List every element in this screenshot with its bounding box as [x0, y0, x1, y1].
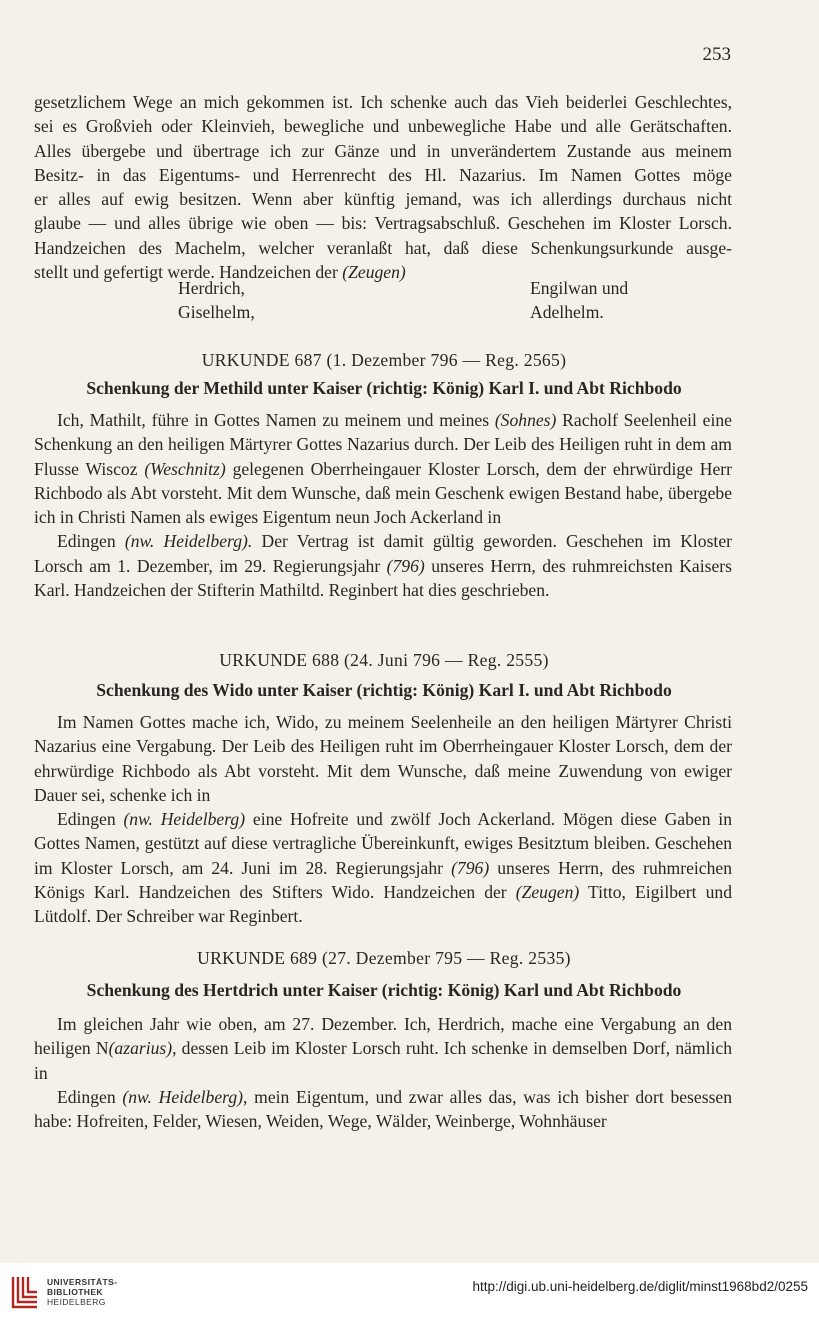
text-run: Racholf Seelenheil eine Schenkung an den heiligen Märtyrer Gottes Nazarius durch. Der Leib des Heiligen ruht in dem am Flusse Wiscoz	[34, 410, 732, 479]
text-run: Der Vertrag ist damit gültig geworden. Geschehen im Kloster Lorsch am 1. Dezember, im 29. Regierungsjahr	[34, 531, 732, 576]
document-body	[34, 408, 732, 602]
italic-run: (Sohnes)	[494, 410, 557, 430]
document-body	[34, 1012, 732, 1133]
permalink-url[interactable]: http://digi.ub.uni-heidelberg.de/diglit/minst1968bd2/0255	[472, 1279, 808, 1294]
body-paragraph	[34, 408, 732, 529]
logo-line: UNIVERSITÄTS-	[47, 1277, 118, 1287]
text-run: unseres Herrn, des ruhmreichen Königs Karl. Handzeichen des Stifters Wido. Handzeichen der	[34, 857, 732, 903]
body-paragraph	[34, 1012, 732, 1085]
italic-run: (nw. Heidelberg)	[122, 1086, 243, 1107]
document-title: Schenkung des Wido unter Kaiser (richtig: König) Karl I. und Abt Richbodo	[96, 680, 672, 700]
text-run: Titto, Eigilbert und Lütdolf. Der Schreiber war Reginbert.	[34, 882, 732, 927]
document-heading: URKUNDE 689 (27. Dezember 795 — Reg. 2535)	[197, 948, 571, 968]
body-paragraph: Im Namen Gottes mache ich, Wido, zu meinem Seelenheile an den heiligen Märtyrer Christi Nazarius eine Vergabung. Der Leib des Heiligen ruht im Oberrheingauer Kloster Lorsch, dem der ehrwürdige Richbodo als Abt vorsteht. Mit dem Wunsche, daß meine Zuwendung von ewiger Dauer sei, schenke ich in	[34, 712, 732, 805]
document-heading: URKUNDE 688 (24. Juni 796 — Reg. 2555)	[219, 650, 549, 670]
library-logo-text	[47, 1277, 117, 1307]
text-run: Edingen	[57, 809, 124, 830]
italic-run: (Weschnitz)	[144, 458, 226, 479]
italic-run: (nw. Heidelberg).	[124, 531, 253, 552]
intro-last-italic: (Zeugen)	[342, 262, 406, 283]
text-run: eine Hofreite und zwölf Joch Ackerland. Mögen diese Gaben in Gottes Namen, gestützt auf diese vertragliche Übereinkunft, ewiges Besitztum bleiben. Geschehen im Kloster Lorsch, am 24. Juni im 28. Regierungsjahr	[34, 809, 732, 878]
witness-name: Herdrich,	[178, 278, 245, 298]
witness-name: Engilwan und	[530, 278, 629, 298]
page-number: 253	[702, 44, 731, 65]
text-run: , dessen Leib im Kloster Lorsch ruht. Ich schenke in demselben Dorf, nämlich in	[34, 1038, 732, 1083]
intro-line: Alles übergebe und übertrage ich zur Gänze und in unverändertem Zustande aus meinem	[34, 140, 732, 161]
document-title: Schenkung der Methild unter Kaiser (richtig: König) Karl I. und Abt Richbodo	[86, 378, 682, 398]
logo-line: HEIDELBERG	[47, 1297, 106, 1307]
witness-name: Adelhelm.	[530, 302, 604, 322]
document-title: Schenkung des Hertdrich unter Kaiser (richtig: König) Karl und Abt Richbodo	[86, 980, 682, 1000]
intro-paragraph	[34, 90, 732, 284]
text-run: Edingen	[57, 1086, 123, 1107]
library-logo-icon	[9, 1273, 41, 1311]
italic-run: (Zeugen)	[515, 882, 580, 903]
text-run: Im gleichen Jahr wie oben, am 27. Dezember. Ich, Herdrich, mache eine Vergabung an den heiligen N	[34, 1014, 732, 1059]
body-paragraph	[34, 807, 732, 928]
intro-line: sei es Großvieh oder Kleinvieh, bewegliche und unbewegliche Habe und alle Gerätschaften.	[34, 116, 732, 137]
footer-bar	[0, 1263, 819, 1323]
intro-line: Handzeichen des Machelm, welcher veranlaßt hat, daß diese Schenkungsurkunde ausge-	[34, 237, 732, 258]
document-heading: URKUNDE 687 (1. Dezember 796 — Reg. 2565)	[201, 350, 567, 370]
intro-last-text: stellt und gefertigt werde. Handzeichen der	[34, 262, 343, 283]
intro-line: er alles auf ewig besitzen. Wenn aber künftig jemand, was ich allerdings durchaus nicht	[34, 189, 732, 210]
text-run: , mein Eigentum, und zwar alles das, was ich bisher dort besessen habe: Hofreiten, Felder, Wiesen, Weiden, Wege, Wälder, Weinberge, Wohnhäuser	[34, 1086, 733, 1132]
italic-run: (azarius)	[108, 1038, 173, 1059]
intro-line: glaube — und alles übrige wie oben — bis: Vertragsabschluß. Geschehen im Kloster Lorsch.	[34, 213, 732, 234]
witness-name: Giselhelm,	[178, 302, 255, 322]
body-paragraph	[34, 1085, 732, 1134]
text-run: unseres Herrn, des ruhmreichsten Kaisers Karl. Handzeichen der Stifterin Mathiltd. Reginbert hat dies geschrieben.	[34, 555, 732, 601]
document-body	[34, 710, 732, 929]
italic-run: (796)	[386, 555, 425, 576]
body-paragraph	[34, 529, 732, 602]
logo-line: BIBLIOTHEK	[47, 1287, 103, 1297]
intro-line: gesetzlichem Wege an mich gekommen ist. Ich schenke auch das Vieh beiderlei Geschlechtes,	[34, 92, 732, 112]
text-run: gelegenen Oberrheingauer Kloster Lorsch, dem der ehrwürdige Herr Richbodo als Abt vorsteht. Mit dem Wunsche, daß mein Geschenk ewigen Bestand habe, übergebe ich in Christi Namen als ewiges Eigentum neun Joch Ackerland in	[34, 458, 732, 528]
text-run: Ich, Mathilt, führe in Gottes Namen zu meinem und meines	[57, 410, 495, 430]
intro-line: Besitz- in das Eigentums- und Herrenrecht des Hl. Nazarius. Im Namen Gottes möge	[34, 164, 732, 185]
italic-run: (nw. Heidelberg)	[123, 809, 246, 830]
italic-run: (796)	[451, 857, 490, 878]
text-run: Edingen	[57, 531, 125, 552]
